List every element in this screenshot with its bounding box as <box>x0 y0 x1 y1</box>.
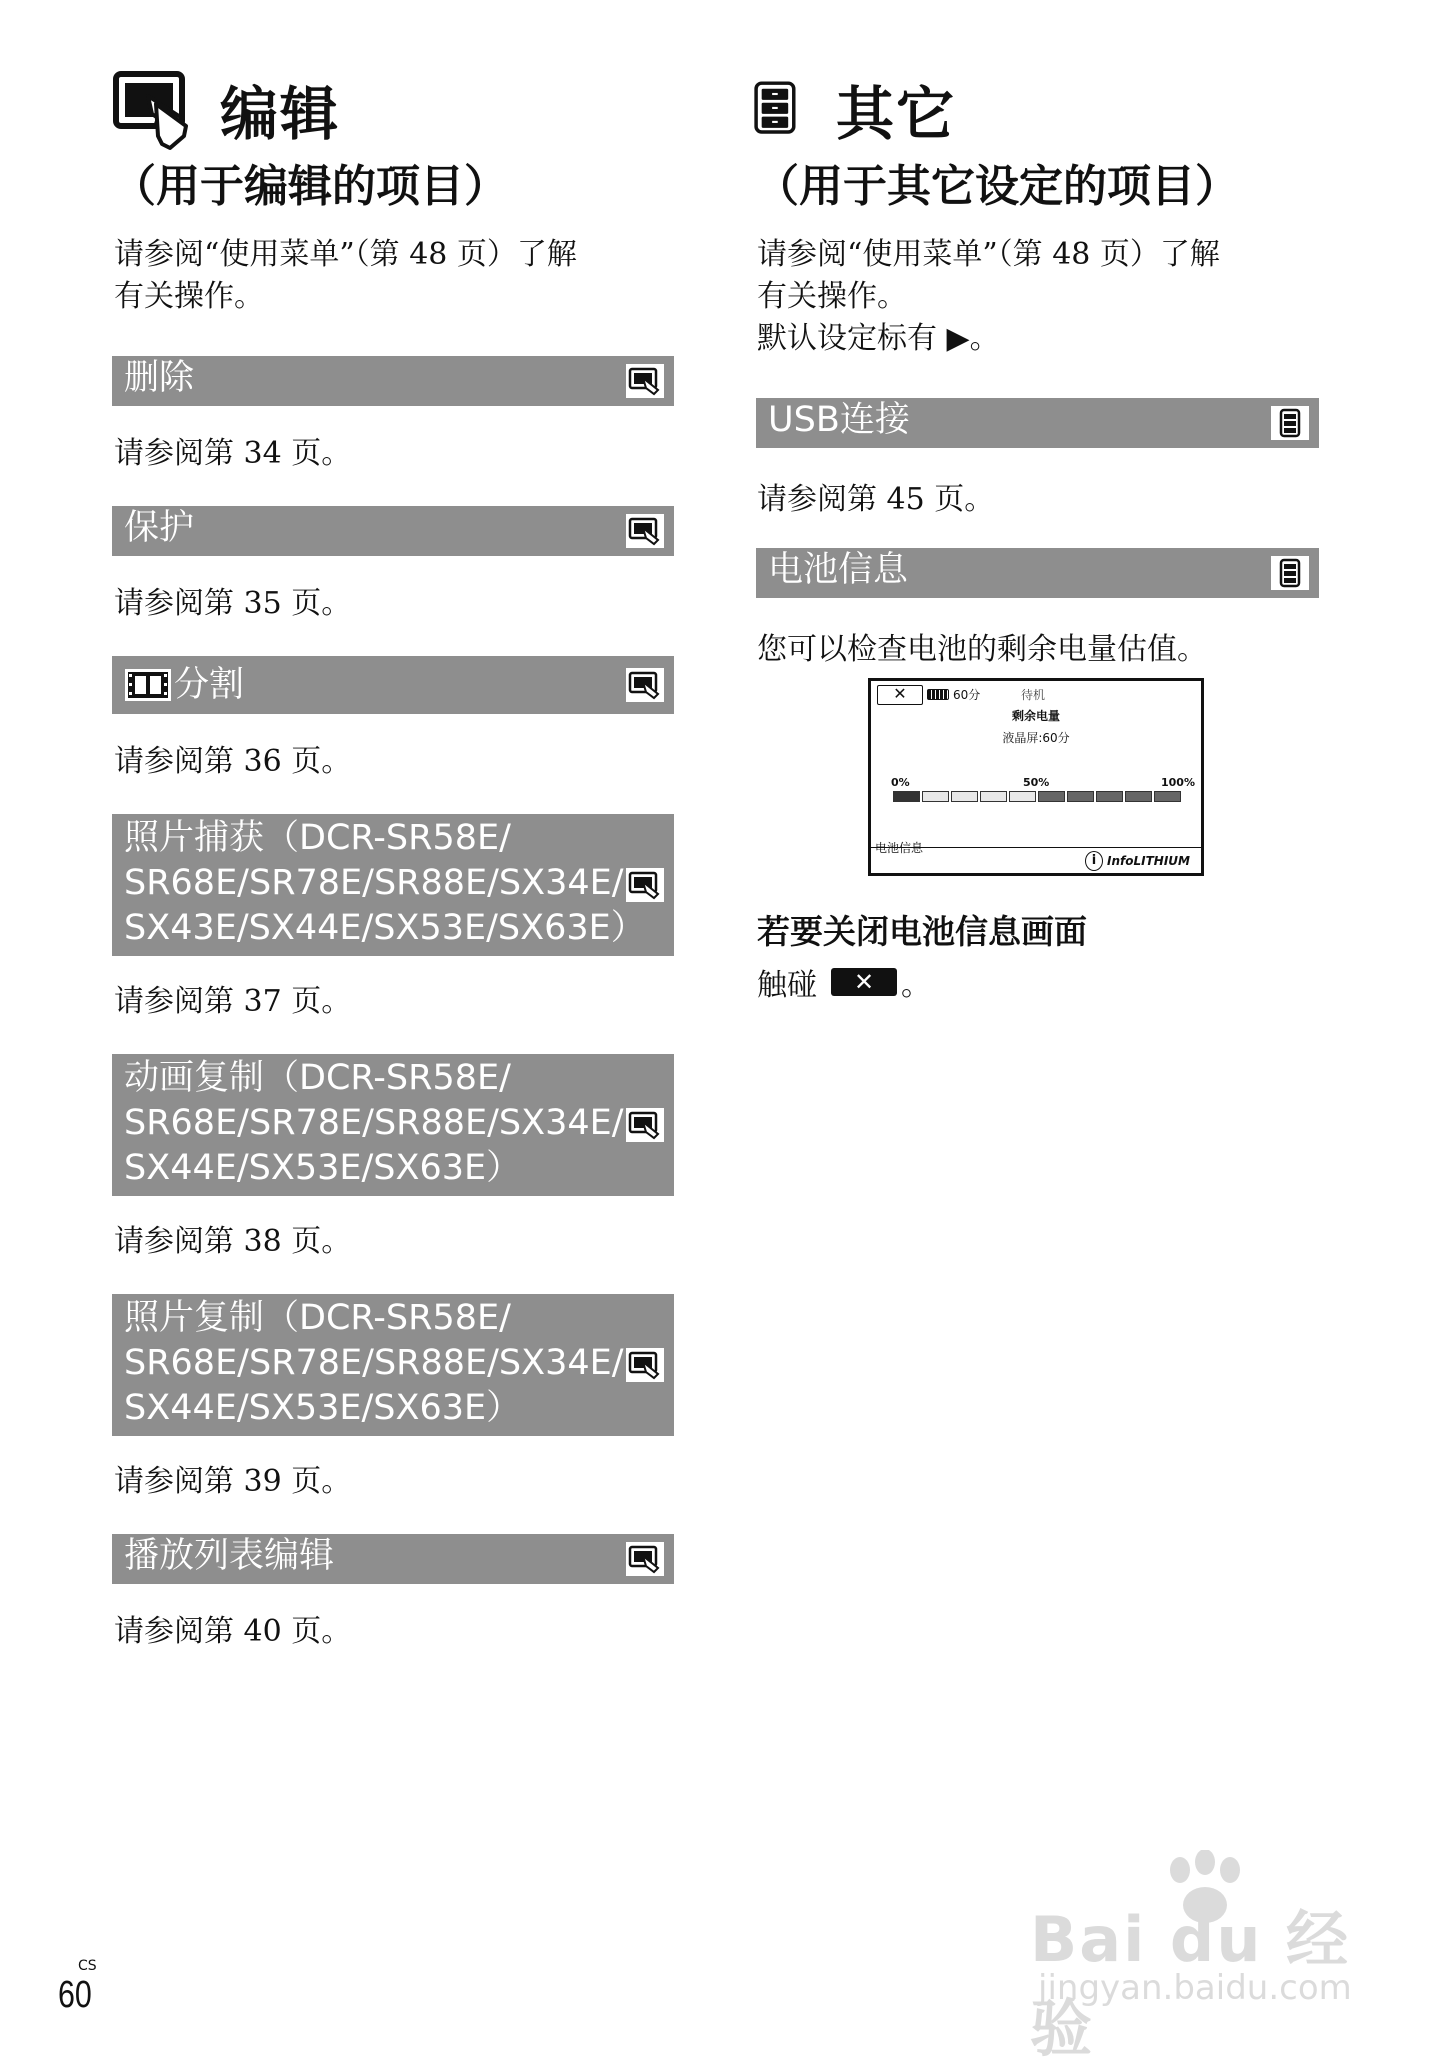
menu-item-label-line: SR68E/SR78E/SR88E/SX34E/ <box>124 1103 624 1143</box>
menu-item-label-line: SX44E/SX53E/SX63E） <box>124 1148 522 1188</box>
page-reference: 请参阅第 40 页。 <box>114 1614 352 1649</box>
menu-item-usb-connect[interactable] <box>756 398 1319 448</box>
menu-item-label: 分割 <box>174 665 245 705</box>
remaining-label: 剩余电量 <box>1011 709 1060 723</box>
edit-menu-icon <box>626 1542 664 1576</box>
page-number: 60 <box>58 1974 92 2016</box>
battery-meter-segment <box>922 791 949 802</box>
edit-section-header <box>112 66 340 152</box>
close-text-after: 。 <box>901 968 931 1003</box>
menu-item-label-line: 照片复制（DCR-SR58E/ <box>124 1298 511 1338</box>
meter-tick-50: 50% <box>1023 776 1050 789</box>
menu-item-label-line: SR68E/SR78E/SR88E/SX34E/ <box>124 1343 624 1383</box>
edit-menu-icon <box>626 1108 664 1142</box>
page-reference: 请参阅第 34 页。 <box>114 436 352 471</box>
battery-meter-segment <box>893 791 920 802</box>
infolithium-text: InfoLITHIUM <box>1107 854 1190 868</box>
close-battery-info-heading: 若要关闭电池信息画面 <box>757 912 1087 951</box>
other-section-title: 其它 <box>836 80 957 148</box>
page-reference: 请参阅第 39 页。 <box>114 1464 352 1499</box>
infolithium-logo <box>1085 851 1190 871</box>
edit-intro-line: 有关操作。 <box>114 279 264 314</box>
menu-item-label-line: SR68E/SR78E/SR88E/SX34E/ <box>124 863 624 903</box>
other-intro-line: 有关操作。 <box>757 279 907 314</box>
edit-menu-icon <box>626 1348 664 1382</box>
other-intro <box>757 234 1220 360</box>
info-icon: i <box>1085 851 1103 871</box>
battery-status: 待机 <box>1021 688 1046 702</box>
battery-meter-segment <box>1067 791 1094 802</box>
other-menu-icon <box>1271 406 1309 440</box>
other-section-header <box>754 66 956 152</box>
edit-menu-icon <box>626 514 664 548</box>
battery-meter-segment <box>1009 791 1036 802</box>
edit-menu-large-icon <box>112 66 198 152</box>
battery-meter-segment <box>951 791 978 802</box>
menu-item-label: 播放列表编辑 <box>124 1536 335 1576</box>
battery-icon <box>927 689 949 700</box>
battery-meter-segment <box>1038 791 1065 802</box>
watermark-brand: Bai du 经验 <box>1030 1903 1351 2065</box>
battery-info-label: 电池信息 <box>875 841 924 855</box>
battery-meter-segment <box>1125 791 1152 802</box>
edit-section-subtitle: （用于编辑的项目） <box>112 161 508 212</box>
battery-meter-segment <box>980 791 1007 802</box>
page-reference: 请参阅第 45 页。 <box>757 482 995 517</box>
edit-menu-icon <box>626 868 664 902</box>
edit-menu-icon <box>626 668 664 702</box>
battery-info-description: 您可以检查电池的剩余电量估值。 <box>757 632 1207 667</box>
menu-item-label: USB连接 <box>768 400 910 440</box>
menu-item-label: 删除 <box>124 358 195 398</box>
page-reference: 请参阅第 38 页。 <box>114 1224 352 1259</box>
meter-tick-100: 100% <box>1161 776 1195 789</box>
other-menu-icon <box>1271 556 1309 590</box>
edit-intro <box>114 234 577 318</box>
menu-item-movie-dubbing[interactable] <box>112 1054 674 1196</box>
menu-item-delete[interactable] <box>112 356 674 406</box>
battery-meter-segment <box>1096 791 1123 802</box>
other-section-subtitle: （用于其它设定的项目） <box>755 161 1239 212</box>
other-intro-line: 默认设定标有 ▶。 <box>757 321 1000 356</box>
battery-info-screen <box>868 678 1204 876</box>
film-icon <box>124 667 172 703</box>
menu-item-label: 电池信息 <box>768 550 909 590</box>
watermark-url: jingyan.baidu.com <box>1038 1968 1352 2008</box>
menu-item-label-line: SX44E/SX53E/SX63E） <box>124 1388 522 1428</box>
menu-item-photo-capture[interactable] <box>112 814 674 956</box>
battery-meter <box>893 791 1181 802</box>
battery-time: 60分 <box>953 688 981 702</box>
other-intro-line: 请参阅“使用菜单”（第 48 页）了解 <box>757 237 1220 272</box>
battery-screen-close-button[interactable]: ✕ <box>877 685 923 705</box>
close-text-before: 触碰 <box>757 968 817 1003</box>
meter-tick-0: 0% <box>891 776 910 789</box>
menu-item-protect[interactable] <box>112 506 674 556</box>
battery-meter-segment <box>1154 791 1181 802</box>
other-menu-large-icon <box>754 66 814 152</box>
menu-item-label-line: 照片捕获（DCR-SR58E/ <box>124 818 511 858</box>
edit-section-title: 编辑 <box>220 80 341 148</box>
menu-item-battery-info[interactable] <box>756 548 1319 598</box>
baidu-watermark <box>1030 1850 1390 2065</box>
menu-item-label: 保护 <box>124 508 195 548</box>
menu-item-label-line: SX43E/SX44E/SX53E/SX63E） <box>124 908 646 948</box>
language-code: CS <box>78 1958 97 1974</box>
edit-intro-line: 请参阅“使用菜单”（第 48 页）了解 <box>114 237 577 272</box>
menu-item-photo-copy[interactable] <box>112 1294 674 1436</box>
page-reference: 请参阅第 37 页。 <box>114 984 352 1019</box>
menu-item-label-line: 动画复制（DCR-SR58E/ <box>124 1058 511 1098</box>
close-button-icon: ✕ <box>831 968 897 996</box>
close-battery-info-text <box>757 960 931 1004</box>
menu-item-divide[interactable] <box>112 656 674 714</box>
edit-menu-icon <box>626 364 664 398</box>
lcd-time-label: 液晶屏:60分 <box>1002 731 1070 745</box>
page-reference: 请参阅第 36 页。 <box>114 744 352 779</box>
page-reference: 请参阅第 35 页。 <box>114 586 352 621</box>
menu-item-playlist-edit[interactable] <box>112 1534 674 1584</box>
